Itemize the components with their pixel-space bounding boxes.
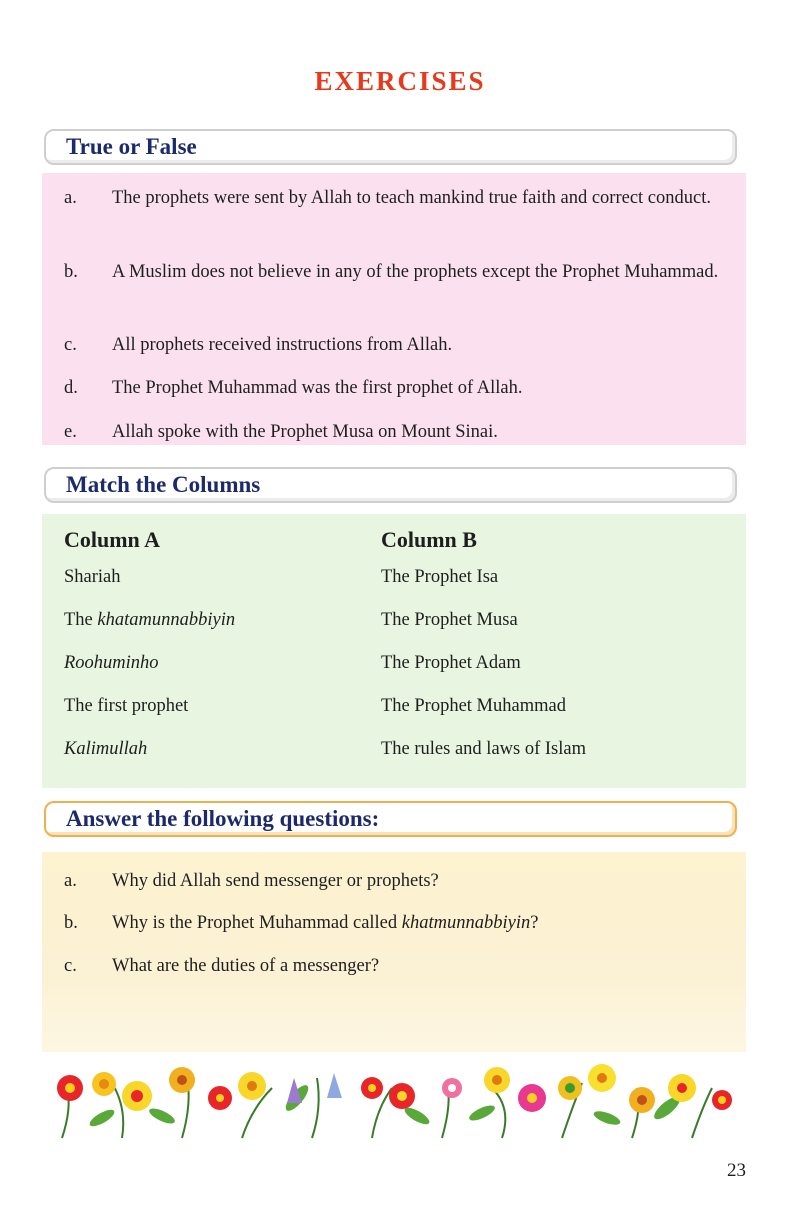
true-false-heading: True or False [66,134,197,159]
true-false-header [44,129,737,165]
questions-heading: Answer the following questions: [66,806,380,831]
column-a-item: Kalimullah [64,739,148,759]
page-number: 23 [727,1160,746,1181]
item-text: Allah spoke with the Prophet Musa on Mount Sinai. [112,422,498,442]
item-letter: c. [64,335,77,355]
item-letter: d. [64,378,78,398]
column-a-item: Roohuminho [64,653,159,673]
match-header [44,467,737,503]
flower-border-icon [42,1058,742,1140]
item-letter: a. [64,188,77,208]
column-a-item: Shariah [64,567,121,587]
item-text: Why is the Prophet Muhammad called khatmunnabbiyin? [112,913,539,933]
item-letter: b. [64,262,78,282]
column-b-title: Column B [381,527,477,552]
item-letter: a. [64,871,77,891]
column-b-item: The Prophet Adam [381,653,521,673]
column-a-item: The khatamunnabbiyin [64,610,236,630]
column-b-item: The Prophet Muhammad [381,696,566,716]
item-letter: e. [64,422,77,442]
column-b-item: The Prophet Isa [381,567,499,587]
column-a-item: The first prophet [64,696,189,716]
item-text: Why did Allah send messenger or prophets? [112,871,439,891]
page-title: EXERCISES [314,66,486,96]
item-text: The Prophet Muhammad was the first prophet of Allah. [112,378,523,398]
item-letter: c. [64,956,77,976]
item-letter: b. [64,913,78,933]
column-b-item: The rules and laws of Islam [381,739,586,759]
item-text: A Muslim does not believe in any of the prophets except the Prophet Muhammad. [112,262,719,282]
item-text: The prophets were sent by Allah to teach mankind true faith and correct conduct. [112,188,711,208]
column-b-item: The Prophet Musa [381,610,518,630]
questions-header [44,801,737,837]
true-false-panel [42,173,746,445]
item-text: All prophets received instructions from Allah. [112,335,453,355]
column-a-title: Column A [64,527,160,552]
match-heading: Match the Columns [66,472,261,497]
item-text: What are the duties of a messenger? [112,956,380,976]
